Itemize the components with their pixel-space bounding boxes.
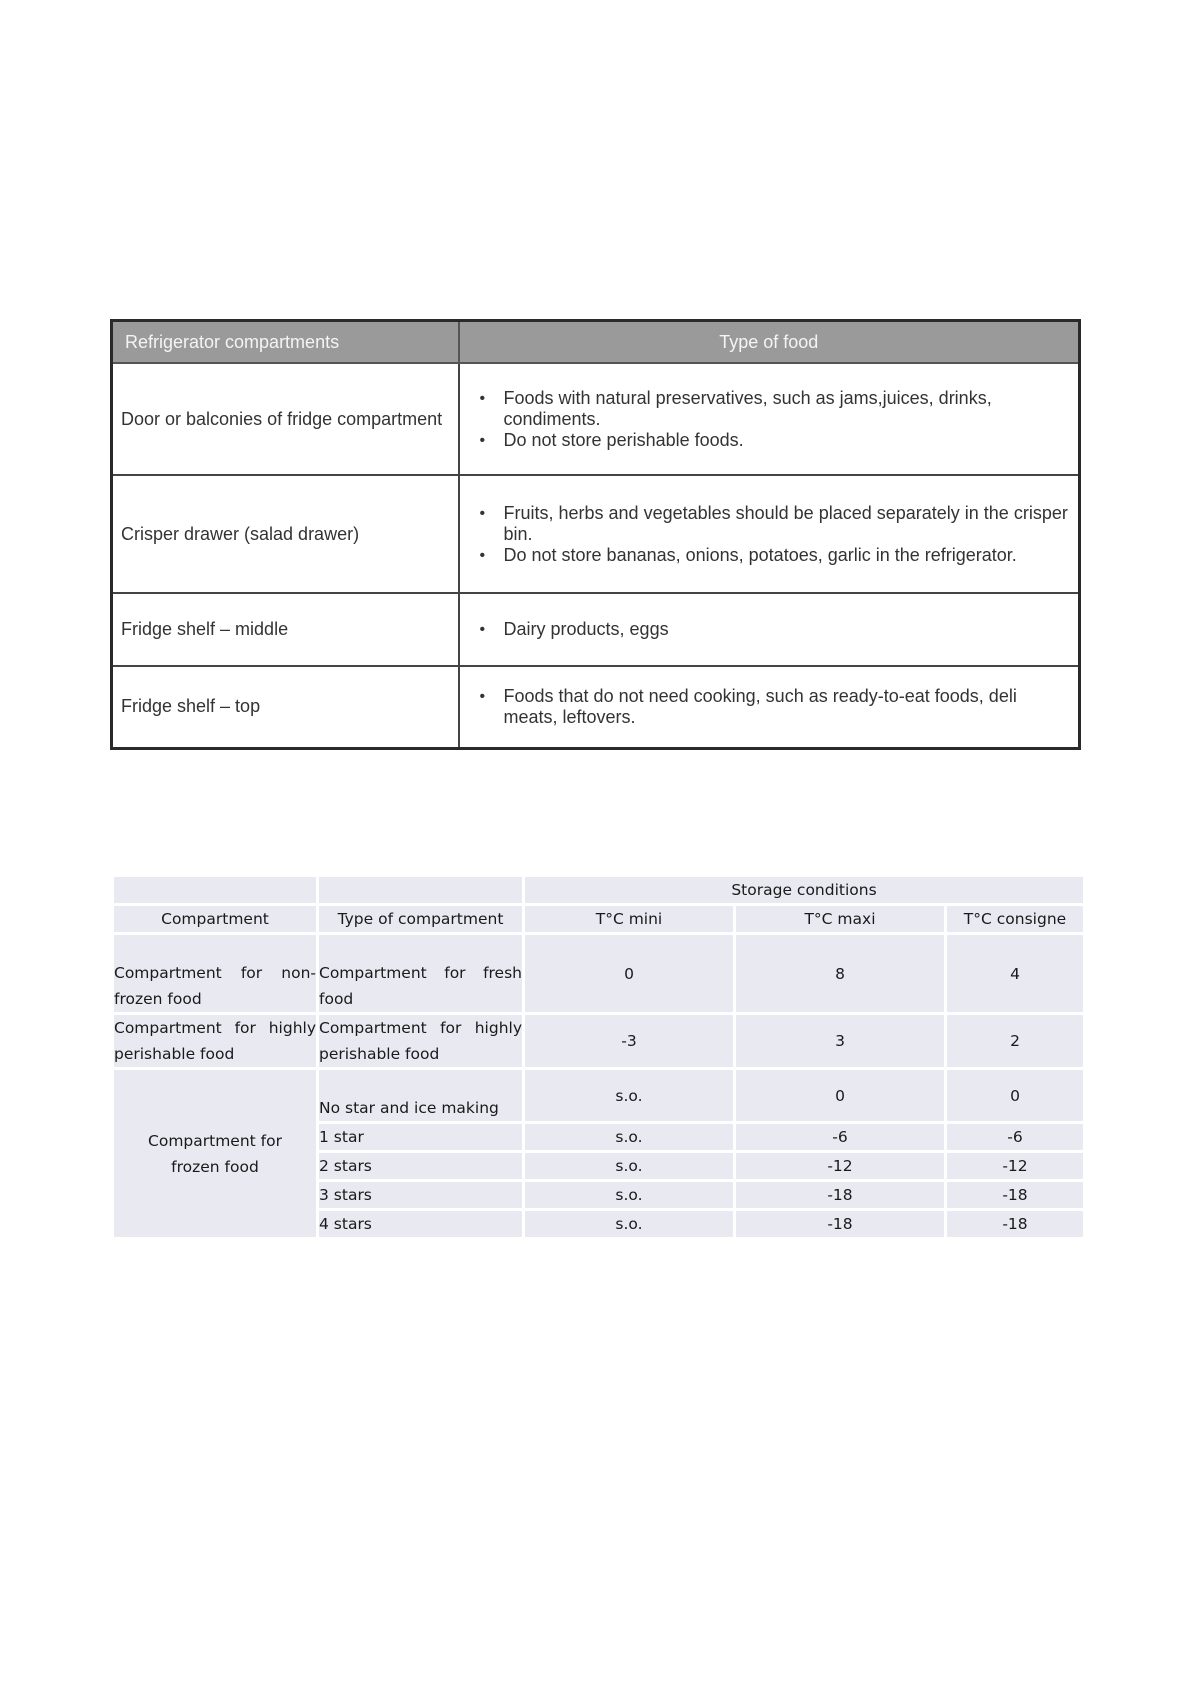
header-food-type: Type of food (459, 321, 1080, 364)
type-cell: 2 stars (318, 1152, 524, 1181)
t-min-cell: s.o. (524, 1069, 735, 1123)
empty-cell (318, 876, 524, 905)
type-cell: No star and ice making (318, 1069, 524, 1123)
food-cell (459, 593, 1080, 666)
header-compartments: Refrigerator compartments (112, 321, 459, 364)
t-set-cell: -18 (946, 1210, 1085, 1239)
type-cell: 4 stars (318, 1210, 524, 1239)
t-max-cell: -18 (735, 1210, 946, 1239)
storage-conditions-header: Storage conditions (524, 876, 1085, 905)
food-cell (459, 666, 1080, 748)
table-row (112, 363, 1080, 475)
t-min-cell: -3 (524, 1014, 735, 1069)
food-storage-table (110, 319, 1081, 750)
table-row (113, 1014, 1085, 1069)
compartment-cell: Door or balconies of fridge compartment (112, 363, 459, 475)
t-max-cell: -6 (735, 1123, 946, 1152)
table-row (113, 1069, 1085, 1123)
type-cell: 3 stars (318, 1181, 524, 1210)
t-min-cell: s.o. (524, 1181, 735, 1210)
t-max-cell: 8 (735, 934, 946, 1014)
t-max-cell: -18 (735, 1181, 946, 1210)
storage-conditions-table (111, 874, 1086, 1240)
food-item: • Foods with natural preservatives, such as jams,juices, drinks, condiments. (504, 388, 1069, 430)
t-min-cell: s.o. (524, 1152, 735, 1181)
t-max-cell: 0 (735, 1069, 946, 1123)
food-item: • Do not store perishable foods. (504, 430, 1069, 451)
food-cell (459, 475, 1080, 593)
compartment-cell: Compartment for non-frozen food (113, 934, 318, 1014)
food-item: • Fruits, herbs and vegetables should be placed separately in the crisper bin. (504, 503, 1069, 545)
compartment-cell: Fridge shelf – middle (112, 593, 459, 666)
type-cell: Compartment for fresh food (318, 934, 524, 1014)
compartment-cell: Crisper drawer (salad drawer) (112, 475, 459, 593)
table-row (112, 475, 1080, 593)
compartment-cell: Compartment for highly perishable food (113, 1014, 318, 1069)
empty-cell (113, 876, 318, 905)
t-set-cell: 2 (946, 1014, 1085, 1069)
type-cell: Compartment for highly perishable food (318, 1014, 524, 1069)
table-row (112, 666, 1080, 748)
header-t-max: T°C maxi (735, 905, 946, 934)
food-item: • Foods that do not need cooking, such as ready-to-eat foods, deli meats, leftovers. (504, 686, 1069, 728)
table-row (112, 593, 1080, 666)
t-set-cell: -12 (946, 1152, 1085, 1181)
food-item: • Do not store bananas, onions, potatoes, garlic in the refrigerator. (504, 545, 1069, 566)
table-row (113, 905, 1085, 934)
table-row (113, 876, 1085, 905)
table-row (113, 934, 1085, 1014)
compartment-cell: Fridge shelf – top (112, 666, 459, 748)
type-cell: 1 star (318, 1123, 524, 1152)
food-cell (459, 363, 1080, 475)
t-min-cell: s.o. (524, 1123, 735, 1152)
t-set-cell: -6 (946, 1123, 1085, 1152)
header-compartment: Compartment (113, 905, 318, 934)
t-set-cell: 0 (946, 1069, 1085, 1123)
food-item: • Dairy products, eggs (504, 619, 1069, 640)
compartment-cell: Compartment for frozen food (113, 1069, 318, 1239)
t-min-cell: s.o. (524, 1210, 735, 1239)
header-type: Type of compartment (318, 905, 524, 934)
t-min-cell: 0 (524, 934, 735, 1014)
t-set-cell: -18 (946, 1181, 1085, 1210)
t-set-cell: 4 (946, 934, 1085, 1014)
t-max-cell: -12 (735, 1152, 946, 1181)
t-max-cell: 3 (735, 1014, 946, 1069)
header-t-min: T°C mini (524, 905, 735, 934)
header-t-set: T°C consigne (946, 905, 1085, 934)
